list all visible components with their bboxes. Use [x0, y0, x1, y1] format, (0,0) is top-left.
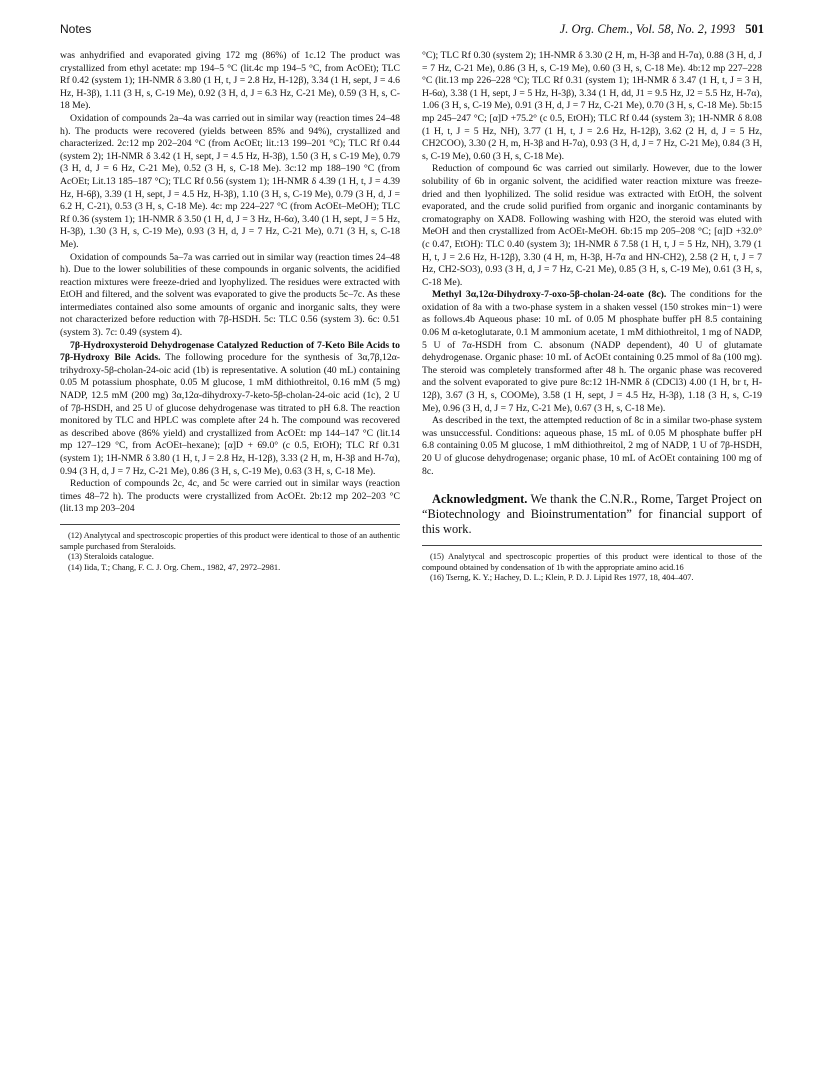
running-head [60, 22, 764, 42]
section-heading: Methyl 3α,12α-Dihydroxy-7-oxo-5β-cholan-24-oate (8c). [432, 289, 667, 301]
paragraph: Reduction of compounds 2c, 4c, and 5c were carried out in similar ways (reaction times 48–72 h). The products were crystallized from AcOEt. 2b:12 mp 202–203 °C (lit.13 mp 203–204 [60, 478, 400, 515]
right-column [422, 50, 762, 584]
paragraph: was anhydrified and evaporated giving 172 mg (86%) of 1c.12 The product was crystallized from ethyl acetate: mp 194–5 °C (lit.4c mp 194–5 °C, from AcOEt); TLC Rf 0.42 (system 1); 1H-NMR δ 3.80 (1 H, t, J = 2.8 Hz, H-12β), 3.34 (1 H, sept, J = 4.6 Hz, H-3β), 1.11 (3 H, s, C-19 Me), 0.92 (3 H, d, J = 6.3 Hz, C-21 Me), 0.59 (3 H, s, C-18 Me). [60, 50, 400, 112]
footnote-rule [60, 524, 400, 525]
paragraph: Oxidation of compounds 2a–4a was carried out in similar way (reaction times 24–48 h). The products were recovered (yields between 85% and 94%), crystallized and characterized. 2c:12 mp 202–204 °C (from AcOEt; lit.:13 199–201 °C); TLC Rf 0.44 (system 2); 1H-NMR δ 3.42 (1 H, sept, J = 4.5 Hz, H-3β), 1.50 (3 H, s C-19 Me), 0.79 (3 H, d, J = 6 Hz, C-21 Me), 0.52 (3 H, s, C-18 Me). 3c:12 mp 188–190 °C (from AcOEt; Lit.13 185–187 °C); TLC Rf 0.56 (system 1); 1H-NMR δ 4.39 (1 H, t, J = 4.39 Hz, H-6β), 3.39 (1 H, sept, J = 4.5 Hz, H-3β), 1.10 (3 H, s, C-19 Me), 0.79 (3 H, d, J = 6.2 H, C-21), 0.53 (3 H, s, C-18 Me). 4c: mp 224–227 °C (from AcOEt–MeOH); TLC Rf 0.36 (system 1); 1H-NMR δ 3.50 (1 H, d, J = 3 Hz, H-6α), 3.40 (1 H, sept, J = 5 Hz, H-3β), 1.30 (3 H, s, C-19 Me), 0.93 (3 H, d, J = 7 Hz, C-21 Me), 0.71 (3 H, s, C-18 Me). [60, 112, 400, 250]
paragraph: °C); TLC Rf 0.30 (system 2); 1H-NMR δ 3.30 (2 H, m, H-3β and H-7α), 0.88 (3 H, d, J = 7 Hz, C-21 Me), 0.86 (3 H, s, C-19 Me), 0.60 (3 H, s, C-18 Me). 4b:12 mp 227–228 °C (lit.13 mp 226–228 °C); TLC Rf 0.31 (system 1); 1H-NMR δ 3.47 (1 H, t, J = 3 H, H-6α), 3.38 (1 H, sept, J = 5 Hz, H-3β), 3.34 (1 H, dd, J1 = 9.5 Hz, J2 = 5.5 Hz, H-7α), 1.06 (3 H, s, C-19 Me), 0.91 (3 H, d, J = 7 Hz, C-21 Me), 0.70 (3 H, s, C-18 Me). 5b:15 mp 245–247 °C; [α]D +75.2° (c 0.5, EtOH); TLC Rf 0.44 (system 3); 1H-NMR δ 8.08 (1 H, t, J = 5 Hz, NH), 3.77 (1 H, t, J = 2.6 Hz, H-12β), 3.62 (2 H, d, J = 5 Hz, CH2COO), 3.30 (2 H, m, H-3β and H-7α), 0.93 (3 H, d, J = 7 Hz, C-21 Me), 0.84 (3 H, s, C-19 Me), 0.60 (3 H, s, C-18 Me). [422, 50, 762, 162]
section-label: Notes [60, 22, 92, 36]
journal-name: J. Org. Chem., Vol. 58, No. 2, 1993 [559, 22, 736, 36]
paragraph [422, 289, 762, 415]
page-number: 501 [745, 22, 764, 36]
paragraph: Oxidation of compounds 5a–7a was carried out in similar way (reaction times 24–48 h). Due to the lower solubilities of these compounds in organic solvents, the acidified reaction mixtures were freeze-dried and lyophylized. The residues were extracted with EtOH and filtered, and the solvent was evaporated to give the products 5c–7c. As these intermediates contained also some amounts of organic and inorganic salts, they were not characterized before reduction with 7β-HSDH. 5c: TLC 0.56 (system 3). 6c: 0.51 (system 3). 7c: 0.49 (system 4). [60, 251, 400, 339]
paragraph: Reduction of compound 6c was carried out similarly. However, due to the lower solubility of 6b in organic solvent, the acidified water reaction mixture was freeze-dried and then lyophilized. The solid residue was extracted with EtOH, the solvent evaporated, and the crude solid purified from organic and inorganic contaminants by cromatography on XAD8. Following washing with H2O, the steroid was eluted with MeOH and then crystallized from AcOEt-MeOH. 6b:15 mp 205–208 °C; [α]D +32.0° (c 0.47, EtOH): TLC 0.40 (system 3); 1H-NMR δ 7.58 (1 H, t, J = 5 Hz, NH), 3.79 (1 H, t, J = 2.6 Hz, H-12β), 3.30 (4 H, m, H-3β, H-7α and HN-CH2), 2.58 (2 H, t, J = 7 Hz, CH2-SO3), 0.93 (3 H, d, J = 7 Hz, C-21 Me), 0.85 (3 H, s, C-19 Me), 0.61 (3 H, s, C-18 Me). [422, 163, 762, 288]
left-column [60, 50, 400, 573]
footnote: (15) Analytycal and spectroscopic properties of this product were identical to those of the compound obtained by condensation of 1b with the appropriate amino acid.16 [422, 552, 762, 572]
paragraph: As described in the text, the attempted reduction of 8c in a similar two-phase system was unsuccessful. Conditions: aqueous phase, 15 mL of 0.05 M phosphate buffer pH 6.8 containing 0.05 M glucose, 1 mM dithiothreitol, 2 mg of NADP, 1 U of 7β-HSDH, 20 U of glucose dehydrogenase; organic phase, 10 mL of AcOEt containing 100 mg of 8c. [422, 415, 762, 477]
paragraph-text: The following procedure for the synthesis of 3α,7β,12α-trihydroxy-5β-cholan-24-oic acid (1b) is representative. A solution (40 mL) containing 0.05 M potassium phosphate, 0.05 M glucose, 1 mM dithiothreitol, 0.16 mM (5 mg) NADP, 12.5 mM (200 mg) 3α,12α-dihydroxy-7-keto-5β-cholan-24-oic acid (1c), 2 U of 7β-HSDH, and 25 U of glucose dehydrogenase was titrated to pH 6.8. The reaction monitored by TLC and HPLC was complete after 24 h. The compound was recovered as described above (86% yield) and crystallized from AcOEt: mp 144–147 °C (lit.14 mp 127–129 °C, from AcOEt–hexane); [α]D + 69.0° (c 0.5, EtOH); TLC Rf 0.31 (system 1); 1H-NMR δ 3.80 (1 H, t, J = 2.8 Hz, H-12β), 3.33 (2 H, m, H-3β and H-7α), 0.94 (3 H, d, J = 7 Hz, C-21 Me), 0.86 (3 H, s, C-19 Me), 0.63 (3 H, s, C-18 Me). [60, 352, 400, 477]
acknowledgment-text: We thank the C.N.R., Rome, Target Project on “Biotechnology and Bioinstrumentation” for financial support of this work. [422, 492, 763, 537]
footnote: (16) Tserng, K. Y.; Hachey, D. L.; Klein, P. D. J. Lipid Res 1977, 18, 404–407. [430, 573, 694, 583]
paragraph [60, 340, 400, 479]
acknowledgment [422, 492, 762, 537]
footnote-rule [422, 545, 762, 546]
paragraph-text: The conditions for the oxidation of 8a with a two-phase system in a shaken vessel (150 strokes min−1) were as follows.4b Aqueous phase: 10 mL of 0.05 M phosphate buffer pH 8.5 containing 0.06 M α-ketoglutarate, 0.1 M ammonium acetate, 1 mM dithiothreitol, 1 mg of NADP, 5 U of 7α-HSDH from C. absonum (NADP dependent), 40 U of glutamate dehydrogenase. Organic phase: 10 mL of AcOEt containing 0.25 mmol of 8a (100 mg). The steroid was completely transformed after 48 h. The organic phase was recovered and the solvent evaporated to give pure 8c:12 1H-NMR δ (CDCl3) 4.00 (1 H, br t, H-12β), 3.67 (3 H, s, COOMe), 3.58 (1 H, sept, J = 4.5 Hz, H-3β), 1.18 (3 H, s, C-19 Me), 0.96 (3 H, d, J = 7 Hz, C-21 Me), 0.67 (3 H, s, C-18 Me). [422, 289, 762, 414]
acknowledgment-heading: Acknowledgment. [432, 492, 528, 507]
footnote: (13) Steraloids catalogue. [68, 552, 154, 562]
journal-citation [560, 22, 764, 37]
section-heading: 7β-Hydroxysteroid Dehydrogenase Catalyzed Reduction of 7-Keto Bile Acids to 7β-Hydroxy Bile Acids. [60, 339, 400, 364]
footnote: (12) Analytycal and spectroscopic properties of this product were identical to those of an authentic sample purchased from Steraloids. [60, 530, 400, 551]
footnote: (14) Iida, T.; Chang, F. C. J. Org. Chem., 1982, 47, 2972–2981. [68, 562, 281, 572]
